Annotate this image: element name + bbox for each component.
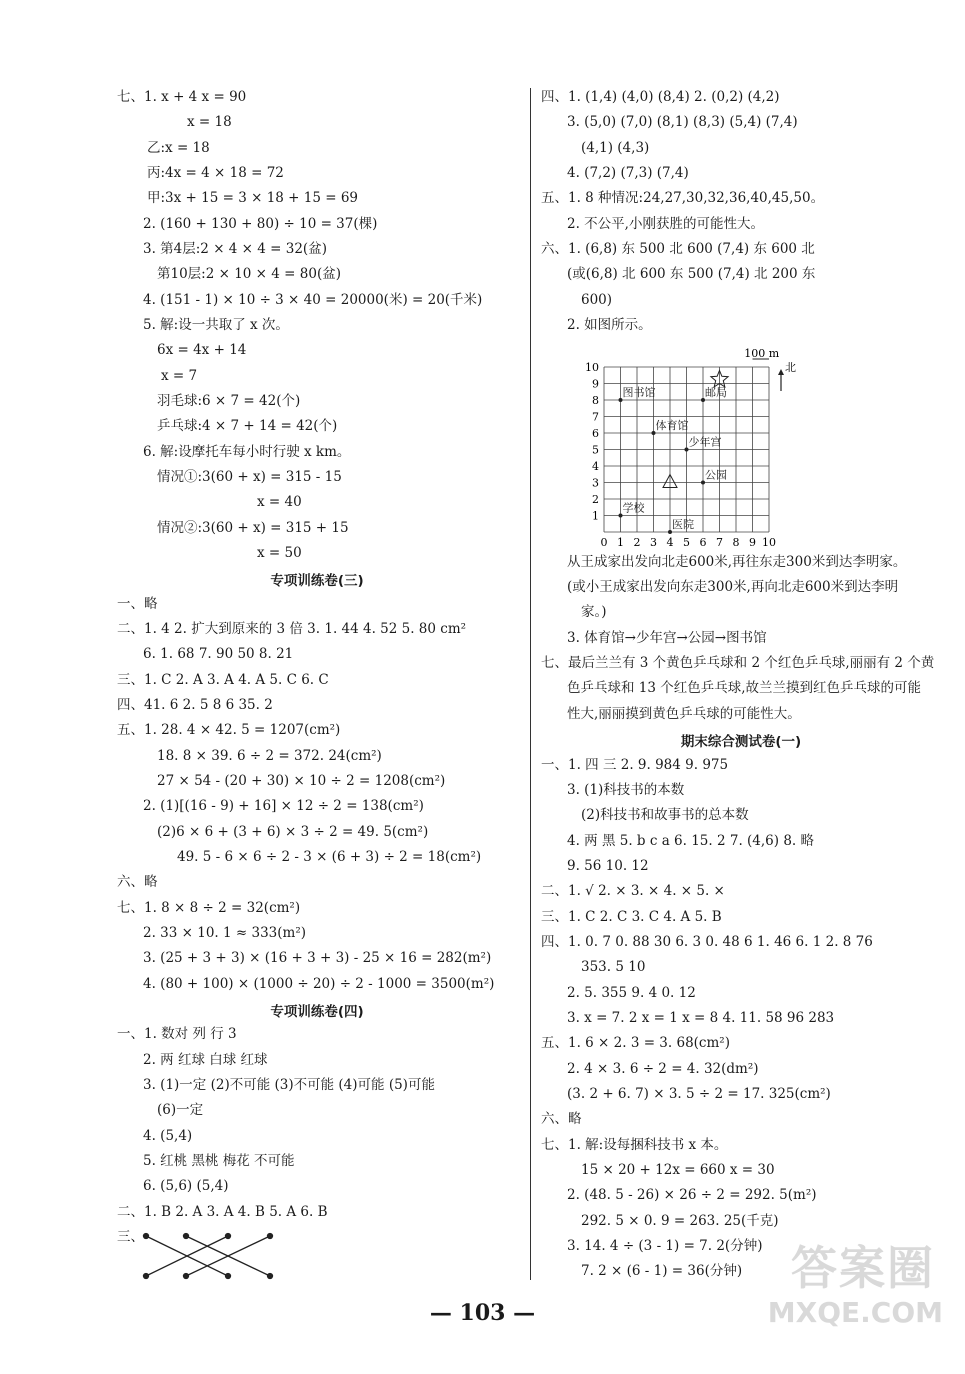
right-answer-line: 2. 4 × 3. 6 ÷ 2 = 4. 32(dm²) <box>567 1061 759 1077</box>
right-answer-line: 2. 如图所示。 <box>567 317 652 333</box>
right-answer-line: 7. 2 × (6 - 1) = 36(分钟) <box>581 1263 743 1279</box>
right-answer-line: 三、1. C 2. C 3. C 4. A 5. B <box>541 909 722 925</box>
place-label: 体育馆 <box>655 419 689 432</box>
left-answer-line: 二、1. 4 2. 扩大到原来的 3 倍 3. 1. 44 4. 52 5. 80 cm² <box>117 621 467 637</box>
x-tick-label: 0 <box>600 536 608 549</box>
left-answer-line: 七、1. 8 × 8 ÷ 2 = 32(cm²) <box>117 900 301 916</box>
left-answer-line: 六、略 <box>117 874 158 890</box>
left-answer-line: 27 × 54 - (20 + 30) × 10 ÷ 2 = 1208(cm²) <box>157 773 446 789</box>
right-answer-line: 七、1. 解:设每捆科技书 x 本。 <box>541 1137 728 1153</box>
left-answer-line: 4. (80 + 100) × (1000 ÷ 20) ÷ 2 - 1000 = 3500(m²) <box>143 976 495 992</box>
y-tick-label: 3 <box>592 476 599 490</box>
right-answer-line: 2. 不公平,小刚获胜的可能性大。 <box>567 216 764 232</box>
right-answer-line: 七、最后兰兰有 3 个黄色乒乓球和 2 个红色乒乓球,丽丽有 2 个黄 <box>541 655 935 671</box>
right-answer-line: 色乒乓球和 13 个红色乒乓球,故兰兰摸到红色乒乓球的可能 <box>567 680 922 696</box>
right-answer-line: 四、1. 0. 7 0. 88 30 6. 3 0. 48 6 1. 46 6. 1 2. 8 76 <box>541 934 873 950</box>
section-heading: 专项训练卷(四) <box>270 1004 364 1020</box>
right-answer-line: 六、1. (6,8) 东 500 北 600 (7,4) 东 600 北 <box>541 241 815 257</box>
right-answer-line: 家。) <box>581 604 607 620</box>
right-answer-line: (或小王成家出发向东走300米,再向北走600米到达李明 <box>567 579 899 595</box>
left-answer-line: 3. (25 + 3 + 3) × (16 + 3 + 3) - 25 × 16 = 282(m²) <box>143 950 492 966</box>
right-answer-line: (3. 2 + 6. 7) × 3. 5 ÷ 2 = 17. 325(cm²) <box>567 1086 831 1102</box>
right-answer-line: 五、1. 8 种情况:24,27,30,32,36,40,45,50。 <box>541 190 825 206</box>
left-answer-line: (6)一定 <box>157 1102 204 1118</box>
left-answer-line: 6x = 4x + 14 <box>157 342 247 358</box>
left-answer-line: 甲:3x + 15 = 3 × 18 + 15 = 69 <box>147 190 359 206</box>
left-answer-line: 49. 5 - 6 × 6 ÷ 2 - 3 × (6 + 3) ÷ 2 = 18(cm²) <box>177 849 482 865</box>
left-answer-line: 三、1. C 2. A 3. A 4. A 5. C 6. C <box>117 672 329 688</box>
matching-lines-diagram <box>140 1230 280 1282</box>
left-answer-line: 6. 1. 68 7. 90 50 8. 21 <box>143 646 294 662</box>
left-answer-line: 乒乓球:4 × 7 + 14 = 42(个) <box>157 418 338 434</box>
x-tick-label: 2 <box>633 536 641 549</box>
north-arrow-head <box>778 369 784 375</box>
left-answer-line: 情况①:3(60 + x) = 315 - 15 <box>157 469 342 485</box>
y-tick-label: 4 <box>592 460 599 473</box>
y-tick-label: 8 <box>592 394 599 407</box>
left-answer-line: 18. 8 × 39. 6 ÷ 2 = 372. 24(cm²) <box>157 748 382 764</box>
right-answer-line: 六、略 <box>541 1111 582 1127</box>
left-answer-line: x = 18 <box>187 114 232 130</box>
right-answer-line: 15 × 20 + 12x = 660 x = 30 <box>581 1162 775 1178</box>
x-tick-label: 8 <box>732 536 740 549</box>
left-answer-line: 七、1. x + 4 x = 90 <box>117 89 247 105</box>
place-label: 学校 <box>622 501 645 515</box>
left-answer-line: 4. (151 - 1) × 10 ÷ 3 × 40 = 20000(米) = 20(千米) <box>143 292 483 308</box>
left-answer-line: 2. 两 红球 白球 红球 <box>143 1052 268 1068</box>
page-number-value: 103 <box>459 1300 506 1326</box>
scale-label: 100 m <box>744 347 780 360</box>
left-answer-line: 羽毛球:6 × 7 = 42(个) <box>157 393 301 409</box>
y-tick-label: 7 <box>592 410 599 424</box>
right-answer-line: 四、1. (1,4) (4,0) (8,4) 2. (0,2) (4,2) <box>541 89 780 105</box>
left-answer-line: 3. (1)一定 (2)不可能 (3)不可能 (4)可能 (5)可能 <box>143 1077 435 1093</box>
watermark <box>767 1232 943 1352</box>
y-tick-label: 10 <box>585 361 599 374</box>
right-answer-line: 2. (48. 5 - 26) × 26 ÷ 2 = 292. 5(m²) <box>567 1187 817 1203</box>
place-label: 图书馆 <box>622 386 656 399</box>
right-answer-line: 从王成家出发向北走600米,再往东走300米到达李明家。 <box>567 554 907 570</box>
left-answer-line: 情况②:3(60 + x) = 315 + 15 <box>157 520 349 536</box>
place-label: 邮局 <box>705 386 727 399</box>
right-answer-line: 600) <box>581 292 613 308</box>
left-answer-line: 5. 红桃 黑桃 梅花 不可能 <box>143 1153 295 1169</box>
right-answer-line: 3. x = 7. 2 x = 1 x = 8 4. 11. 58 96 283 <box>567 1010 835 1026</box>
left-answer-line: 2. (1)[(16 - 9) + 16] × 12 ÷ 2 = 138(cm²) <box>143 798 424 814</box>
right-answer-line: 4. 两 黑 5. b c a 6. 15. 2 7. (4,6) 8. 略 <box>567 833 815 849</box>
right-answer-line: 五、1. 6 × 2. 3 = 3. 68(cm²) <box>541 1035 730 1051</box>
x-tick-label: 4 <box>666 536 674 549</box>
y-tick-label: 5 <box>592 443 599 457</box>
left-answer-line: 二、1. B 2. A 3. A 4. B 5. A 6. B <box>117 1204 328 1220</box>
y-tick-label: 6 <box>592 427 599 440</box>
coordinate-map <box>580 347 800 552</box>
y-tick-label: 1 <box>592 509 599 523</box>
left-answer-line: 5. 解:设一共取了 x 次。 <box>143 317 289 333</box>
left-answer-line: x = 50 <box>257 545 302 561</box>
x-tick-label: 9 <box>749 536 756 549</box>
y-tick-label: 9 <box>592 377 599 391</box>
x-tick-label: 10 <box>762 536 776 549</box>
left-answer-line: 2. 33 × 10. 1 ≈ 333(m²) <box>143 925 307 941</box>
section-heading: 专项训练卷(三) <box>270 573 364 589</box>
watermark-logo: 答案圈 <box>791 1241 935 1295</box>
right-answer-line: 一、1. 四 三 2. 9. 984 9. 975 <box>541 757 729 773</box>
north-label: 北 <box>785 361 796 374</box>
left-answer-line: 五、1. 28. 4 × 42. 5 = 1207(cm²) <box>117 722 341 738</box>
place-label: 公园 <box>705 468 727 482</box>
left-answer-line: 乙:x = 18 <box>147 140 210 156</box>
left-answer-line: x = 40 <box>257 494 302 510</box>
left-answer-line: 一、1. 数对 列 行 3 <box>117 1026 237 1042</box>
x-tick-label: 1 <box>617 536 624 549</box>
left-answer-line: 6. (5,6) (5,4) <box>143 1178 229 1194</box>
left-answer-line: 6. 解:设摩托车每小时行驶 x km。 <box>143 444 351 460</box>
x-tick-label: 6 <box>699 536 707 549</box>
x-tick-label: 7 <box>716 536 723 549</box>
left-answer-line: x = 7 <box>161 368 198 384</box>
right-answer-line: (2)科技书和故事书的总本数 <box>581 807 749 823</box>
x-tick-label: 3 <box>650 536 657 549</box>
right-answer-line: 性大,丽丽摸到黄色乒乓球的可能性大。 <box>567 706 801 722</box>
left-answer-line: 丙:4x = 4 × 18 = 72 <box>147 165 284 181</box>
right-answer-line: 3. (1)科技书的本数 <box>567 782 685 798</box>
left-answer-line: (2)6 × 6 + (3 + 6) × 3 ÷ 2 = 49. 5(cm²) <box>157 824 429 840</box>
right-answer-line: 4. (7,2) (7,3) (7,4) <box>567 165 689 181</box>
left-answer-line: 三、 <box>117 1229 144 1245</box>
page-number: — 103 — <box>429 1300 536 1326</box>
right-answer-line: (4,1) (4,3) <box>581 140 650 156</box>
left-answer-line: 第10层:2 × 10 × 4 = 80(盆) <box>157 266 341 282</box>
left-answer-line: 一、略 <box>117 596 158 612</box>
right-answer-line: 二、1. √ 2. × 3. × 4. × 5. × <box>541 883 725 899</box>
place-label: 医院 <box>672 518 694 531</box>
place-label: 少年宫 <box>688 435 722 449</box>
left-answer-line: 2. (160 + 130 + 80) ÷ 10 = 37(棵) <box>143 216 378 232</box>
left-answer-line: 四、41. 6 2. 5 8 6 35. 2 <box>117 697 273 713</box>
right-answer-line: 2. 5. 355 9. 4 0. 12 <box>567 985 696 1001</box>
x-tick-label: 5 <box>683 536 690 549</box>
right-answer-line: (或(6,8) 北 600 东 500 (7,4) 北 200 东 <box>567 266 816 282</box>
watermark-url: MXQE.COM <box>767 1296 943 1329</box>
column-divider <box>530 88 531 1280</box>
left-answer-line: 3. 第4层:2 × 4 × 4 = 32(盆) <box>143 241 327 257</box>
y-tick-label: 2 <box>592 493 599 506</box>
right-answer-line: 9. 56 10. 12 <box>567 858 649 874</box>
right-answer-line: 3. 体育馆→少年宫→公园→图书馆 <box>567 630 767 646</box>
left-answer-line: 4. (5,4) <box>143 1128 193 1144</box>
right-answer-line: 292. 5 × 0. 9 = 263. 25(千克) <box>581 1213 779 1229</box>
right-answer-line: 3. (5,0) (7,0) (8,1) (8,3) (5,4) (7,4) <box>567 114 798 130</box>
section-heading: 期末综合测试卷(一) <box>680 734 802 750</box>
right-answer-line: 353. 5 10 <box>581 959 646 975</box>
right-answer-line: 3. 14. 4 ÷ (3 - 1) = 7. 2(分钟) <box>567 1238 763 1254</box>
